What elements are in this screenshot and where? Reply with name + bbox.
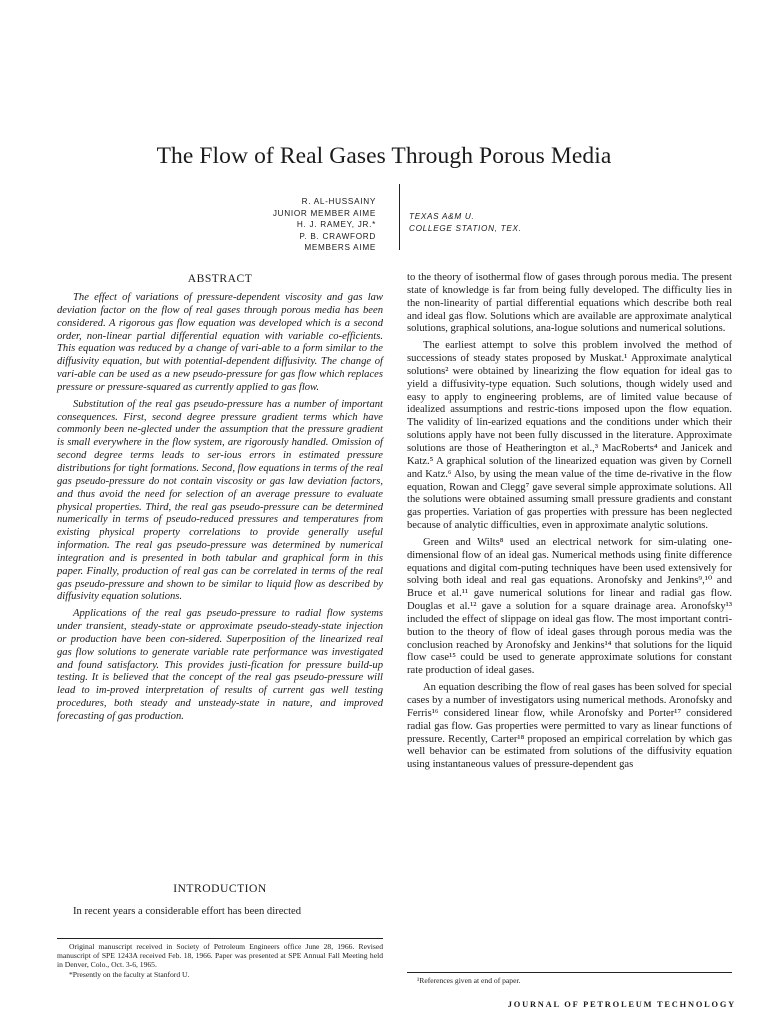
affiliation-block	[409, 211, 522, 234]
faculty-note: *Presently on the faculty at Stanford U.	[69, 969, 190, 979]
body-paragraph: An equation describing the flow of real gases has been solved for special cases by a number of investigators using numerical methods. Aronofsky and Ferris¹⁶ considered linear flow, while Aronofsky and Porter¹⁷ considered radial gas flow. Gas properties were permitted to vary as linear functions of pressure. Recently, Carter¹⁸ proposed an empirical correlation by which gas well behavior can be estimated from solutions of the diffusivity equation using instantaneous values of pressure-dependent gas	[407, 682, 732, 771]
body-paragraph: to the theory of isothermal flow of gases through porous media. The present state of knowledge is far from being fully developed. The difficulty lies in the non-linearity of partial differential equations which describe both real and ideal gas flow. Solutions which are available are approximate analytical solutions, graphical solutions, ana-logue solutions and numerical solutions.	[407, 272, 732, 335]
abstract-paragraph: Applications of the real gas pseudo-pressure to radial flow systems under transient, steady-state or approximate pseudo-steady-state injection or production have been con-sidered. Superposition of the linearized real gas flow solutions to generate variable rate performance was investigated and found satisfactory. This provides justi-fication for pressure build-up testing. It is believed that the concept of the real gas pseudo-pressure will lead to im-proved interpretation of results of current gas well testing procedures, both steady and unsteady-state in nature, and improved forecasting of gas production.	[57, 608, 383, 722]
paper-title: The Flow of Real Gases Through Porous Media	[156, 143, 612, 169]
author-divider	[399, 184, 400, 250]
references-footnote	[407, 972, 732, 985]
author-line: R. AL-HUSSAINY	[301, 197, 376, 206]
author-line: H. J. RAMEY, JR.*	[296, 220, 376, 230]
body-paragraph: The earliest attempt to solve this problem involved the method of successions of steady states proposed by Muskat.¹ Approximate analytical solutions² were obtained by linearizing the flow equation for ideal gas to yield a diffusivity-type equation. Such solutions, though widely used and easy to apply to engineering problems, are of limited value because of idealized assumptions and restric-tions imposed upon the flow equation. The validity of lin-earized equations and the conditions under which their solutions apply have not been fully discussed in the literature. Approximate solutions are those of Heatherington et al.,³ MacRoberts⁴ and Janicek and Katz.⁵ A graphical solution of the linearized equation was given by Cornell and Katz.⁶ Also, by using the mean value of the time de-rivative in the flow equation, Rowan and Clegg⁷ gave several simple approximate solutions. All the solutions were obtained assuming small pressure gradients and constant gas properties. Variation of gas properties with pressure has been neglected because of analytic difficulties, even in approximate analytic solutions.	[407, 340, 732, 532]
introduction-first-line: In recent years a considerable effort has been directed	[73, 906, 302, 917]
author-line: P. B. CRAWFORD	[299, 231, 376, 241]
manuscript-footnotes	[57, 938, 383, 979]
abstract-paragraph: Substitution of the real gas pseudo-pressure has a number of important consequences. First, second degree pressure gradient terms which have commonly been ne-glected under the assumption that the pressure gradient is small everywhere in the flow system, are rigorously handled. Omission of second degree terms leads to ser-ious errors in estimated pressure distributions for tight formations. Second, flow equations in terms of the real gas pseudo-pressure do not contain viscosity or gas law deviation factors, and thus avoid the need for selection of an average pressure to evaluate physical properties. Third, the real gas pseudo-pressure can be determined numerically in terms of pseudo-reduced pressures and temperatures from existing physical property correlations to provide generally useful information. The real gas pseudo-pressure was determined by numerical integration and is presented in both tabular and graphical form in this paper. Finally, production of real gas can be correlated in terms of the real gas pseudo-pressure and shown to be similar to liquid flow as described by diffusivity equation solutions.	[57, 398, 383, 603]
journal-name: JOURNAL OF PETROLEUM TECHNOLOGY	[507, 1000, 736, 1009]
abstract-section	[57, 272, 383, 724]
body-paragraph: Green and Wilts⁸ used an electrical network for sim-ulating one-dimensional flow of an ideal gas. Numerical methods using finite difference equations and digital com-puting techniques have been used extensively for solving both ideal and real gas equations. Aronofsky and Jenkins⁹,¹⁰ and Bruce et al.¹¹ gave numerical solutions for linear and radial gas flow. Douglas et al.¹² gave a solution for a square drainage area. Aronofsky¹³ included the effect of slippage on ideal gas flow. The most important contri-bution to the theory of flow of ideal gases through porous media was the conclusion reached by Aronofsky and Jenkins¹⁴ that solutions for the liquid flow case¹⁵ could be used to generate approximate solutions for constant rate production of ideal gases.	[407, 536, 732, 677]
author-line: JUNIOR MEMBER AIME	[272, 208, 376, 218]
author-block	[273, 196, 376, 254]
affiliation-line: TEXAS A&M U.	[409, 212, 475, 221]
author-line: MEMBERS AIME	[304, 243, 376, 253]
right-column	[407, 272, 732, 772]
abstract-paragraph: The effect of variations of pressure-dependent viscosity and gas law deviation factor on the flow of real gases through porous media has been considered. A rigorous gas flow equation was developed which is a second order, non-linear partial differential equation with variable co-efficients. This equation was reduced by a change of vari-able to a form similar to the diffusivity equation, but with potential-dependent diffusivity. The change of vari-able can be used as a new pseudo-pressure for gas flow which replaces pressure or pressure-squared as currently applied to gas flow.	[57, 292, 383, 393]
affiliation-line: COLLEGE STATION, TEX.	[409, 223, 522, 233]
manuscript-note: Original manuscript received in Society of Petroleum Engineers office June 28, 1966. Revised manuscript of SPE 1243A received Feb. 18, 1966. Paper was presented at SPE Annual Fall Meeting held in Denver, Colo., Oct. 3-6, 1965.	[57, 942, 383, 970]
abstract-heading: ABSTRACT	[187, 272, 253, 285]
introduction-heading: INTRODUCTION	[173, 882, 267, 895]
references-note: ¹References given at end of paper.	[417, 976, 521, 985]
